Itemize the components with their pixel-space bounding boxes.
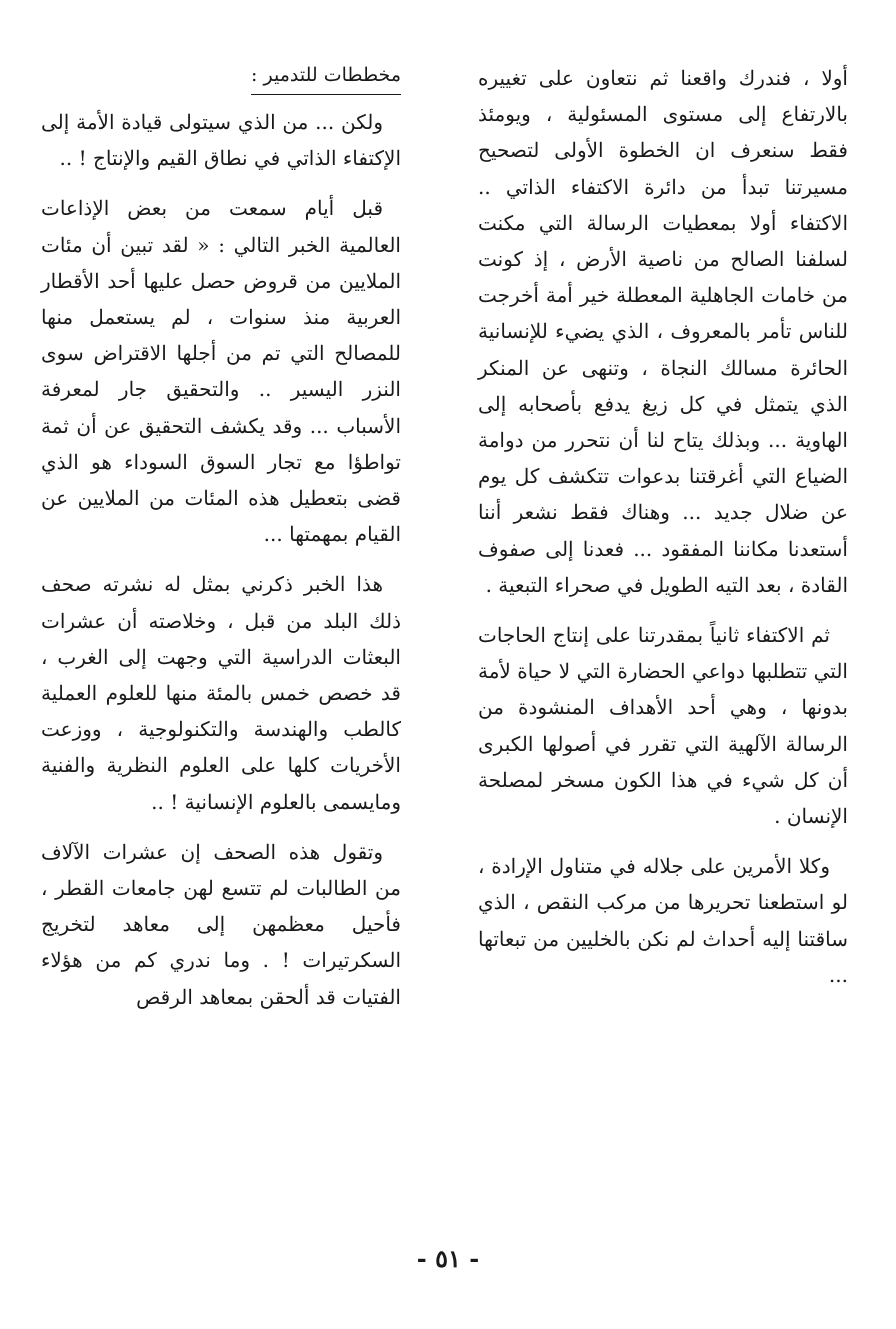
body-paragraph: وكلا الأمرين على جلاله في متناول الإرادة ، لو استطعنا تحريرها من مركب النقص ، الذي ساقتنا إليه أحداث لم نكن بالخليين من تبعاتها ... [478, 854, 848, 987]
body-paragraph: وتقول هذه الصحف إن عشرات الآلاف من الطالبات لم تتسع لهن جامعات القطر ، فأحيل معظمهن إلى معاهد لتخريج السكرتيرات ! . وما ندري كم من هؤلاء الفتيات قد ألحقن بمعاهد الرقص [41, 839, 401, 1009]
body-paragraph: ولكن ... من الذي سيتولى قيادة الأمة إلى الإكتفاء الذاتي في نطاق القيم والإنتاج ! .. [41, 110, 401, 171]
left-column [41, 60, 401, 1029]
body-paragraph: ثم الاكتفاء ثانياً بمقدرتنا على إنتاج الحاجات التي تتطلبها دواعي الحضارة التي لا حياة لأمة بدونها ، وهي أحد الأهداف المنشودة من الرسالة الآلهية التي تقرر في أصولها الكبرى أن كل شيء في هذا الكون مسخر لمصلحة الإنسان . [478, 623, 848, 829]
body-paragraph: قبل أيام سمعت من بعض الإذاعات العالمية الخبر التالي : « لقد تبين أن مئات الملايين من قروض حصل عليها أحد الأقطار العربية منذ سنوات ، لم يستعمل منها للمصالح التي تم من أجلها الاقتراض سوى النزر اليسير .. والتحقيق جار لمعرفة الأسباب ... وقد يكشف التحقيق عن أن ثمة تواطؤا مع تجار السوق السوداء هو الذي قضى بتعطيل هذه المئات من الملايين عن القيام بمهمتها ... [41, 196, 401, 547]
right-column [478, 60, 848, 1007]
section-heading-text: مخططات للتدمير : [251, 60, 401, 95]
body-paragraph: هذا الخبر ذكرني بمثل له نشرته صحف ذلك البلد من قبل ، وخلاصته أن عشرات البعثات الدراسية التي وجهت إلى الغرب ، قد خصص خمس بالمئة منها للعلوم العملية كالطب والهندسة والتكنولوجية ، ووزعت الأخريات كلها على العلوم النظرية والفنية ومايسمى بالعلوم الإنسانية ! .. [41, 572, 401, 814]
page-number: - ٥١ - [416, 1244, 480, 1273]
body-paragraph: أولا ، فندرك واقعنا ثم نتعاون على تغييره بالارتفاع إلى مستوى المسئولية ، ويومئذ فقط سنعرف ان الخطوة الأولى لتصحيح مسيرتنا تبدأ من دائرة الاكتفاء الذاتي .. الاكتفاء أولا بمعطيات الرسالة التي مكنت لسلفنا الصالح من ناصية الأرض ، إذ كونت من خامات الجاهلية المعطلة خير أمة أخرجت للناس تأمر بالمعروف ، الذي يضيء للإنسانية الحائرة مسالك النجاة ، وتنهى عن المنكر الذي يتمثل في كل زيغ يدفع بأصحابه إلى الهاوية ... وبذلك يتاح لنا أن نتحرر من دوامة الضياع التي أغرقتنا بدعوات تتكشف كل يوم عن ضلال جديد ... وهناك فقط نشعر أننا أستعدنا مكاننا المفقود ... فعدنا إلى صفوف القادة ، بعد التيه الطويل في صحراء التبعية . [478, 66, 848, 597]
section-heading [41, 60, 401, 98]
